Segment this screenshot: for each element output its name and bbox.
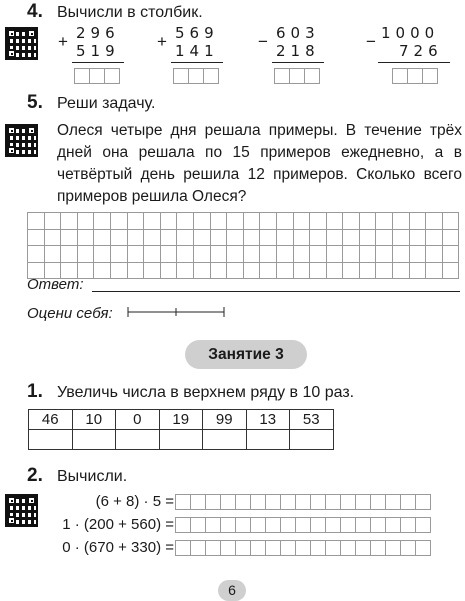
column-problem-4 xyxy=(366,23,456,87)
answer-cell[interactable] xyxy=(325,517,341,533)
answer-cells[interactable] xyxy=(173,68,218,84)
grid-cell[interactable] xyxy=(77,246,94,263)
grid-cell[interactable] xyxy=(144,213,161,230)
answer-cell[interactable] xyxy=(190,494,206,510)
grid-cell[interactable] xyxy=(94,262,111,279)
answer-cell[interactable] xyxy=(355,540,371,556)
table-cell: 53 xyxy=(290,410,334,430)
top-number: 569 xyxy=(175,24,219,42)
grid-cell[interactable] xyxy=(359,246,376,263)
operator-minus: − xyxy=(258,32,268,51)
grid-cell[interactable] xyxy=(110,262,127,279)
grid-cell[interactable] xyxy=(160,229,177,246)
answer-cell[interactable] xyxy=(265,517,281,533)
answer-cell[interactable] xyxy=(265,540,281,556)
grid-cell[interactable] xyxy=(44,246,61,263)
column-problem-2 xyxy=(157,23,227,87)
grid-cell[interactable] xyxy=(276,262,293,279)
grid-cell[interactable] xyxy=(409,262,426,279)
expression-2: 1 · (200 + 560) = xyxy=(62,516,174,533)
answer-cell[interactable] xyxy=(175,540,191,556)
task-4-number: 4. xyxy=(27,1,43,22)
answer-cell[interactable] xyxy=(385,540,401,556)
grid-cell[interactable] xyxy=(310,246,327,263)
grid-cell[interactable] xyxy=(144,229,161,246)
task-5-title: Реши задачу. xyxy=(57,95,156,112)
answer-cell[interactable] xyxy=(325,540,341,556)
top-number: 603 xyxy=(276,24,320,42)
top-number: 296 xyxy=(76,24,120,42)
grid-cell[interactable] xyxy=(227,229,244,246)
answer-cell[interactable] xyxy=(370,494,386,510)
answer-cell[interactable] xyxy=(280,517,296,533)
grid-cell[interactable] xyxy=(376,229,393,246)
answer-cell[interactable] xyxy=(190,540,206,556)
answer-cell[interactable] xyxy=(415,517,431,533)
grid-cell[interactable] xyxy=(376,246,393,263)
grid-cell[interactable] xyxy=(376,213,393,230)
answer-cell[interactable] xyxy=(415,540,431,556)
answer-cells[interactable] xyxy=(392,68,437,84)
grid-cell[interactable] xyxy=(343,262,360,279)
grid-cell[interactable] xyxy=(243,246,260,263)
grid-cell[interactable] xyxy=(227,246,244,263)
answer-cell[interactable] xyxy=(355,517,371,533)
grid-row[interactable] xyxy=(28,229,459,246)
answer-cell[interactable] xyxy=(175,494,191,510)
table-cell: 10 xyxy=(72,410,116,430)
underline xyxy=(171,62,223,63)
grid-cell[interactable] xyxy=(293,229,310,246)
underline xyxy=(378,62,450,63)
answer-cell[interactable] xyxy=(340,540,356,556)
bottom-number: 519 xyxy=(76,42,120,60)
grid-cell[interactable] xyxy=(94,229,111,246)
grid-cell[interactable] xyxy=(376,262,393,279)
grid-cell[interactable] xyxy=(393,262,410,279)
grid-cell[interactable] xyxy=(61,229,78,246)
grid-row[interactable] xyxy=(28,213,459,230)
table-cell: 99 xyxy=(203,410,247,430)
qr-code-icon xyxy=(5,27,38,60)
answer-cell[interactable] xyxy=(280,540,296,556)
grid-cell[interactable] xyxy=(110,246,127,263)
grid-cell[interactable] xyxy=(310,229,327,246)
grid-cell[interactable] xyxy=(343,246,360,263)
operator-plus: + xyxy=(58,32,68,51)
grid-cell[interactable] xyxy=(243,262,260,279)
answer-cell[interactable] xyxy=(250,517,266,533)
grid-row[interactable] xyxy=(28,246,459,263)
grid-cell[interactable] xyxy=(110,229,127,246)
operator-plus: + xyxy=(157,32,167,51)
answer-cell[interactable] xyxy=(295,494,311,510)
grid-cell[interactable] xyxy=(144,262,161,279)
grid-cell[interactable] xyxy=(243,229,260,246)
grid-cell[interactable] xyxy=(326,213,343,230)
operator-minus: − xyxy=(366,32,376,51)
answer-cell[interactable] xyxy=(370,517,386,533)
grid-cell[interactable] xyxy=(393,229,410,246)
underline xyxy=(272,62,324,63)
grid-cell[interactable] xyxy=(426,213,443,230)
answer-cell[interactable] xyxy=(370,540,386,556)
table-cell: 0 xyxy=(116,410,160,430)
grid-cell[interactable] xyxy=(293,262,310,279)
table-row[interactable] xyxy=(29,430,334,450)
answer-cell[interactable] xyxy=(310,494,326,510)
grid-cell[interactable] xyxy=(44,213,61,230)
answer-cell[interactable] xyxy=(220,540,236,556)
answer-cell[interactable] xyxy=(205,494,221,510)
grid-cell[interactable] xyxy=(426,246,443,263)
grid-cell[interactable] xyxy=(61,213,78,230)
answer-cells[interactable] xyxy=(175,517,430,533)
grid-cell[interactable] xyxy=(160,246,177,263)
answer-cell[interactable] xyxy=(205,517,221,533)
grid-cell[interactable] xyxy=(193,246,210,263)
grid-cell[interactable] xyxy=(94,246,111,263)
answer-cells[interactable] xyxy=(175,494,430,510)
grid-cell[interactable] xyxy=(426,262,443,279)
answer-cells[interactable] xyxy=(74,68,119,84)
answer-cell[interactable] xyxy=(72,430,116,450)
grid-cell[interactable] xyxy=(227,213,244,230)
answer-cell[interactable] xyxy=(295,540,311,556)
self-assess-scale[interactable] xyxy=(126,306,228,318)
self-assess-label: Оцени себя: xyxy=(27,305,113,322)
answer-line[interactable] xyxy=(92,291,460,292)
table-cell: 46 xyxy=(29,410,73,430)
answer-cell[interactable] xyxy=(400,517,416,533)
answer-cell[interactable] xyxy=(175,517,191,533)
grid-cell[interactable] xyxy=(442,229,459,246)
grid-cell[interactable] xyxy=(326,246,343,263)
bottom-number: 726 xyxy=(399,42,443,60)
lesson-title: Занятие 3 xyxy=(185,340,307,369)
grid-cell[interactable] xyxy=(393,213,410,230)
answer-cell[interactable] xyxy=(310,540,326,556)
answer-cell[interactable] xyxy=(340,494,356,510)
answer-cell[interactable] xyxy=(355,494,371,510)
answer-cell[interactable] xyxy=(295,517,311,533)
answer-cell[interactable] xyxy=(250,540,266,556)
table-cell: 19 xyxy=(159,410,203,430)
answer-cell[interactable] xyxy=(235,494,251,510)
task-4-title: Вычисли в столбик. xyxy=(57,4,203,21)
grid-cell[interactable] xyxy=(326,262,343,279)
answer-cell[interactable] xyxy=(246,430,290,450)
grid-cell[interactable] xyxy=(359,262,376,279)
answer-cell[interactable] xyxy=(310,517,326,533)
grid-cell[interactable] xyxy=(160,213,177,230)
answer-cell[interactable] xyxy=(116,430,160,450)
grid-cell[interactable] xyxy=(77,229,94,246)
grid-cell[interactable] xyxy=(260,246,277,263)
grid-cell[interactable] xyxy=(210,213,227,230)
grid-cell[interactable] xyxy=(243,213,260,230)
grid-cell[interactable] xyxy=(160,262,177,279)
grid-cell[interactable] xyxy=(276,246,293,263)
task-2-title: Вычисли. xyxy=(57,468,128,485)
column-problem-3 xyxy=(258,23,328,87)
answer-cell[interactable] xyxy=(415,494,431,510)
bottom-number: 141 xyxy=(175,42,219,60)
answer-cell[interactable] xyxy=(400,494,416,510)
answer-cell[interactable] xyxy=(400,540,416,556)
grid-cell[interactable] xyxy=(409,246,426,263)
qr-code-icon xyxy=(5,494,38,527)
grid-cell[interactable] xyxy=(393,246,410,263)
task-2-number: 2. xyxy=(27,465,43,486)
answer-cell[interactable] xyxy=(159,430,203,450)
grid-cell[interactable] xyxy=(310,262,327,279)
grid-cell[interactable] xyxy=(177,229,194,246)
grid-cell[interactable] xyxy=(276,229,293,246)
answer-cell[interactable] xyxy=(29,430,73,450)
grid-cell[interactable] xyxy=(210,246,227,263)
answer-cell[interactable] xyxy=(290,430,334,450)
grid-cell[interactable] xyxy=(177,246,194,263)
column-problem-1 xyxy=(58,23,128,87)
answer-cells[interactable] xyxy=(175,540,430,556)
grid-cell[interactable] xyxy=(409,229,426,246)
grid-cell[interactable] xyxy=(210,262,227,279)
solution-grid[interactable] xyxy=(27,212,459,279)
page-number: 6 xyxy=(218,580,246,601)
grid-cell[interactable] xyxy=(28,246,45,263)
numbers-table xyxy=(28,409,334,450)
grid-cell[interactable] xyxy=(359,229,376,246)
answer-cell[interactable] xyxy=(220,517,236,533)
answer-cell[interactable] xyxy=(235,517,251,533)
grid-cell[interactable] xyxy=(359,213,376,230)
problem-text: Олеся четыре дня решала примеры. В течение трёх дней она решала по 15 примеров ежедневно, а в четвёртый день решила 12 примеров. Сколько всего примеров решила Олеся? xyxy=(57,122,462,205)
grid-cell[interactable] xyxy=(310,213,327,230)
answer-cell[interactable] xyxy=(203,430,247,450)
grid-cell[interactable] xyxy=(426,229,443,246)
grid-cell[interactable] xyxy=(260,229,277,246)
answer-cell[interactable] xyxy=(235,540,251,556)
underline xyxy=(72,62,124,63)
table-cell: 13 xyxy=(246,410,290,430)
answer-cell[interactable] xyxy=(220,494,236,510)
answer-cell[interactable] xyxy=(205,540,221,556)
task-1-title: Увеличь числа в верхнем ряду в 10 раз. xyxy=(57,384,355,401)
grid-cell[interactable] xyxy=(127,213,144,230)
grid-cell[interactable] xyxy=(44,229,61,246)
grid-cell[interactable] xyxy=(276,213,293,230)
answer-cell[interactable] xyxy=(385,517,401,533)
grid-cell[interactable] xyxy=(442,246,459,263)
expression-3: 0 · (670 + 330) = xyxy=(62,539,174,556)
task-5-number: 5. xyxy=(27,92,43,113)
answer-cell[interactable] xyxy=(280,494,296,510)
grid-cell[interactable] xyxy=(144,246,161,263)
grid-cell[interactable] xyxy=(442,213,459,230)
grid-cell[interactable] xyxy=(61,246,78,263)
answer-cell[interactable] xyxy=(385,494,401,510)
answer-cell[interactable] xyxy=(325,494,341,510)
grid-cell[interactable] xyxy=(210,229,227,246)
grid-cell[interactable] xyxy=(127,246,144,263)
grid-cell[interactable] xyxy=(442,262,459,279)
grid-cell[interactable] xyxy=(177,213,194,230)
task-1-number: 1. xyxy=(27,381,43,402)
grid-cell[interactable] xyxy=(260,213,277,230)
answer-cell[interactable] xyxy=(265,494,281,510)
grid-cell[interactable] xyxy=(94,213,111,230)
grid-cell[interactable] xyxy=(409,213,426,230)
answer-cells[interactable] xyxy=(274,68,319,84)
grid-cell[interactable] xyxy=(343,213,360,230)
answer-cell[interactable] xyxy=(340,517,356,533)
grid-cell[interactable] xyxy=(177,262,194,279)
grid-cell[interactable] xyxy=(293,246,310,263)
grid-cell[interactable] xyxy=(293,213,310,230)
answer-cell[interactable] xyxy=(250,494,266,510)
expression-1: (6 + 8) · 5 = xyxy=(95,493,174,510)
grid-cell[interactable] xyxy=(193,213,210,230)
grid-cell[interactable] xyxy=(227,262,244,279)
bottom-number: 218 xyxy=(276,42,320,60)
grid-cell[interactable] xyxy=(28,213,45,230)
grid-cell[interactable] xyxy=(326,229,343,246)
grid-cell[interactable] xyxy=(127,229,144,246)
qr-code-icon xyxy=(5,124,38,157)
grid-cell[interactable] xyxy=(260,262,277,279)
grid-cell[interactable] xyxy=(193,229,210,246)
answer-label: Ответ: xyxy=(27,276,84,293)
top-number: 1000 xyxy=(381,24,440,42)
grid-cell[interactable] xyxy=(28,229,45,246)
grid-cell[interactable] xyxy=(343,229,360,246)
grid-cell[interactable] xyxy=(193,262,210,279)
answer-cell[interactable] xyxy=(190,517,206,533)
grid-cell[interactable] xyxy=(77,213,94,230)
grid-cell[interactable] xyxy=(127,262,144,279)
grid-cell[interactable] xyxy=(110,213,127,230)
table-row xyxy=(29,410,334,430)
grid-row[interactable] xyxy=(28,262,459,279)
